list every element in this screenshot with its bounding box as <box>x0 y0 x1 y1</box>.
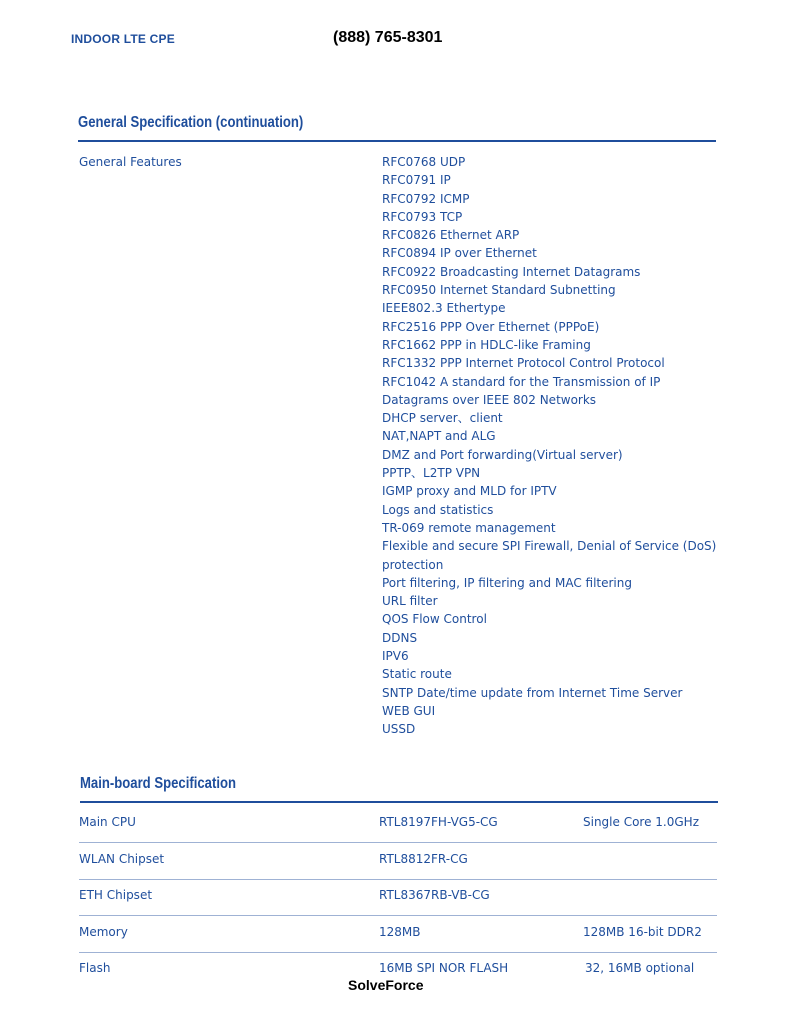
feature-item: RFC2516 PPP Over Ethernet (PPPoE) <box>382 319 600 334</box>
row-label-flash: Flash <box>79 961 111 975</box>
footer-company: SolveForce <box>348 977 424 993</box>
feature-item: RFC0922 Broadcasting Internet Datagrams <box>382 264 641 279</box>
feature-item: DMZ and Port forwarding(Virtual server) <box>382 447 623 462</box>
table-row <box>79 916 717 953</box>
feature-item: QOS Flow Control <box>382 612 487 627</box>
mainboard-spec-rule <box>80 801 718 803</box>
feature-item: Static route <box>382 667 452 682</box>
feature-item: RFC1332 PPP Internet Protocol Control Protocol <box>382 356 665 371</box>
row-label-eth-chipset: ETH Chipset <box>79 888 153 902</box>
feature-item: RFC0826 Ethernet ARP <box>382 228 520 243</box>
row-note-memory: 128MB 16-bit DDR2 <box>583 925 702 939</box>
feature-item: RFC1662 PPP in HDLC-like Framing <box>382 337 591 352</box>
feature-item: SNTP Date/time update from Internet Time Server <box>382 685 683 700</box>
feature-item: USSD <box>382 722 416 737</box>
feature-item: RFC0768 UDP <box>382 155 466 169</box>
row-label-memory: Memory <box>79 925 128 939</box>
general-features-label: General Features <box>79 155 182 169</box>
feature-item: WEB GUI <box>382 703 436 718</box>
feature-item: RFC0894 IP over Ethernet <box>382 246 537 261</box>
row-value-flash: 16MB SPI NOR FLASH <box>379 961 509 975</box>
feature-item: URL filter <box>382 594 438 609</box>
row-value-memory: 128MB <box>379 925 421 939</box>
feature-item: PPTP、L2TP VPN <box>382 466 481 481</box>
feature-item: protection <box>382 557 444 572</box>
feature-item: Port filtering, IP filtering and MAC filtering <box>382 575 632 590</box>
feature-item: Datagrams over IEEE 802 Networks <box>382 392 597 407</box>
row-label-main-cpu: Main CPU <box>79 815 136 829</box>
general-spec-title: General Specification (continuation) <box>78 114 304 131</box>
row-value-eth-chipset: RTL8367RB-VB-CG <box>379 888 490 902</box>
general-features-list <box>382 153 717 739</box>
row-value-wlan-chipset: RTL8812FR-CG <box>379 852 468 866</box>
header-phone: (888) 765-8301 <box>333 29 443 46</box>
header-brand: INDOOR LTE CPE <box>71 32 175 46</box>
general-spec-rule <box>78 140 716 142</box>
table-row <box>79 879 717 916</box>
feature-item: NAT,NAPT and ALG <box>382 429 496 444</box>
feature-item: TR-069 remote management <box>382 520 556 535</box>
table-row <box>79 806 717 843</box>
feature-item: RFC0793 TCP <box>382 209 463 224</box>
feature-item: IPV6 <box>382 649 409 664</box>
row-note-flash: 32, 16MB optional <box>585 961 695 975</box>
mainboard-spec-title: Main-board Specification <box>80 775 237 792</box>
feature-item: DDNS <box>382 630 418 645</box>
feature-item: DHCP server、client <box>382 411 503 426</box>
feature-item: RFC0792 ICMP <box>382 191 470 206</box>
feature-item: Logs and statistics <box>382 502 494 517</box>
feature-item: RFC1042 A standard for the Transmission of IP <box>382 374 661 389</box>
table-row <box>79 843 717 880</box>
row-label-wlan-chipset: WLAN Chipset <box>79 852 165 866</box>
feature-item: RFC0950 Internet Standard Subnetting <box>382 283 616 298</box>
feature-item: RFC0791 IP <box>382 173 451 188</box>
row-value-main-cpu: RTL8197FH-VG5-CG <box>379 815 498 829</box>
feature-item: IGMP proxy and MLD for IPTV <box>382 484 557 499</box>
feature-item: Flexible and secure SPI Firewall, Denial of Service (DoS) <box>382 539 717 554</box>
row-note-main-cpu: Single Core 1.0GHz <box>583 815 699 829</box>
feature-item: IEEE802.3 Ethertype <box>382 301 506 316</box>
